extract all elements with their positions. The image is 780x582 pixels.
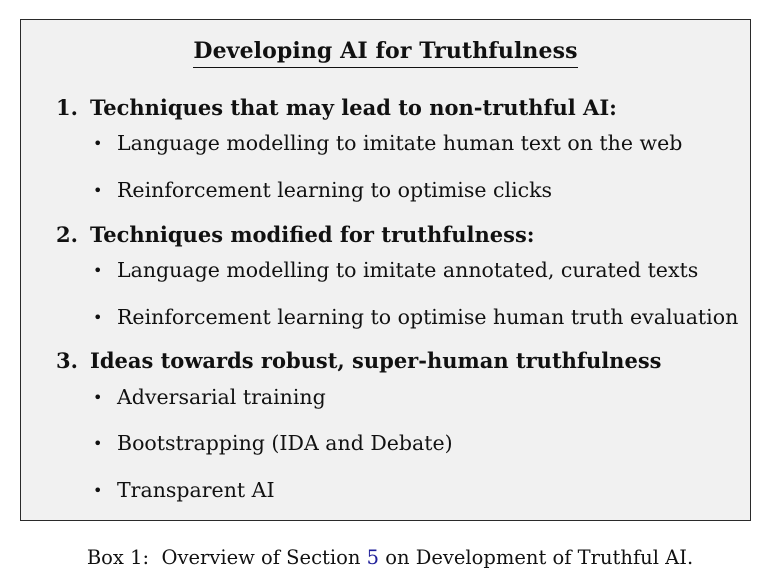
section-3-number: 3. bbox=[56, 348, 78, 373]
bullet-icon: • bbox=[93, 308, 103, 327]
list-item-text: Adversarial training bbox=[117, 385, 326, 409]
section-3-heading-text: Ideas towards robust, super-human truthfulness bbox=[90, 348, 662, 373]
list-item-text: Language modelling to imitate human text on the web bbox=[117, 131, 683, 155]
overview-box bbox=[20, 19, 751, 521]
section-2 bbox=[56, 222, 750, 248]
list-item bbox=[93, 304, 738, 331]
bullet-icon: • bbox=[93, 434, 103, 453]
section-1 bbox=[56, 95, 750, 121]
list-item-text: Transparent AI bbox=[117, 478, 275, 502]
section-1-number: 1. bbox=[56, 95, 78, 120]
section-2-heading bbox=[56, 222, 750, 248]
box-caption bbox=[0, 545, 780, 571]
section-3-heading bbox=[56, 348, 750, 374]
section-2-number: 2. bbox=[56, 222, 78, 247]
list-item-text: Reinforcement learning to optimise clicks bbox=[117, 178, 553, 202]
list-item bbox=[93, 430, 453, 457]
bullet-icon: • bbox=[93, 134, 103, 153]
box-title bbox=[21, 37, 750, 68]
section-3 bbox=[56, 348, 750, 374]
list-item bbox=[93, 177, 552, 204]
section-reference-link[interactable]: 5 bbox=[366, 546, 379, 569]
list-item-text: Language modelling to imitate annotated, curated texts bbox=[117, 258, 699, 282]
list-item-text: Reinforcement learning to optimise human truth evaluation bbox=[117, 305, 739, 329]
box-title-text: Developing AI for Truthfulness bbox=[193, 37, 577, 68]
bullet-icon: • bbox=[93, 261, 103, 280]
caption-prefix: Box 1: Overview of Section bbox=[86, 546, 367, 569]
list-item bbox=[93, 257, 698, 284]
bullet-icon: • bbox=[93, 388, 103, 407]
bullet-icon: • bbox=[93, 481, 103, 500]
section-1-heading-text: Techniques that may lead to non-truthful AI: bbox=[90, 95, 617, 120]
list-item bbox=[93, 477, 275, 504]
section-2-heading-text: Techniques modified for truthfulness: bbox=[90, 222, 535, 247]
caption-suffix: on Development of Truthful AI. bbox=[379, 546, 694, 569]
list-item bbox=[93, 384, 326, 411]
section-1-heading bbox=[56, 95, 750, 121]
list-item-text: Bootstrapping (IDA and Debate) bbox=[117, 431, 453, 455]
list-item bbox=[93, 130, 682, 157]
bullet-icon: • bbox=[93, 181, 103, 200]
